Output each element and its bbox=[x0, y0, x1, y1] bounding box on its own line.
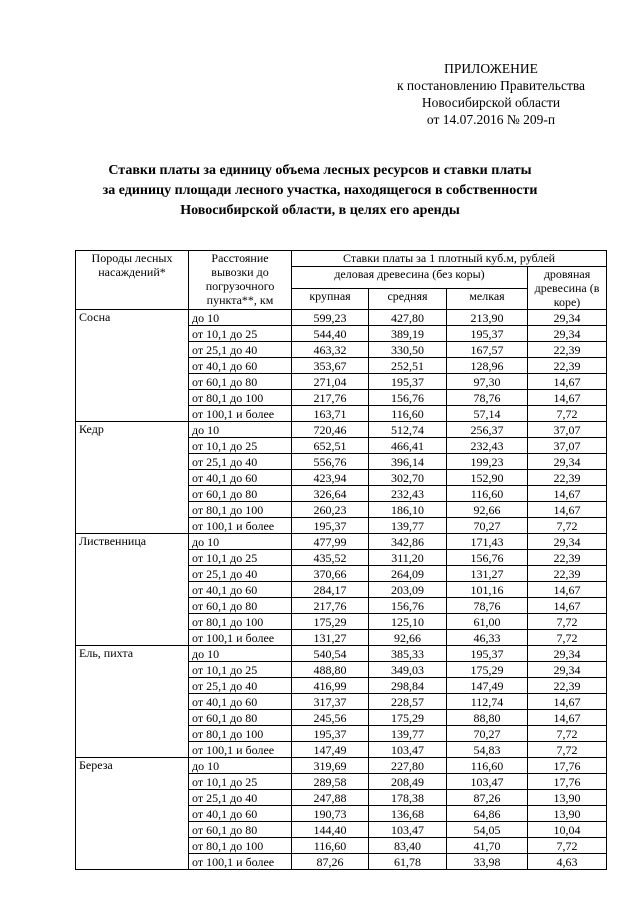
header-business-wood: деловая древесина (без коры) bbox=[292, 267, 528, 289]
medium-rate-cell: 385,33 bbox=[369, 646, 447, 662]
medium-rate-cell: 302,70 bbox=[369, 470, 447, 486]
small-rate-cell: 116,60 bbox=[447, 486, 528, 502]
small-rate-cell: 64,86 bbox=[447, 806, 528, 822]
distance-cell: до 10 bbox=[189, 646, 292, 662]
large-rate-cell: 190,73 bbox=[292, 806, 369, 822]
medium-rate-cell: 92,66 bbox=[369, 630, 447, 646]
distance-cell: от 25,1 до 40 bbox=[189, 790, 292, 806]
distance-cell: от 60,1 до 80 bbox=[189, 822, 292, 838]
medium-rate-cell: 156,76 bbox=[369, 598, 447, 614]
table-row bbox=[76, 758, 607, 774]
title-line: Ставки платы за единицу объема лесных ресурсов и ставки платы bbox=[108, 163, 532, 178]
distance-cell: от 100,1 и более bbox=[189, 742, 292, 758]
firewood-rate-cell: 14,67 bbox=[528, 486, 607, 502]
firewood-rate-cell: 29,34 bbox=[528, 646, 607, 662]
distance-cell: до 10 bbox=[189, 310, 292, 326]
firewood-rate-cell: 17,76 bbox=[528, 774, 607, 790]
firewood-rate-cell: 14,67 bbox=[528, 390, 607, 406]
small-rate-cell: 78,76 bbox=[447, 598, 528, 614]
small-rate-cell: 112,74 bbox=[447, 694, 528, 710]
small-rate-cell: 101,16 bbox=[447, 582, 528, 598]
small-rate-cell: 33,98 bbox=[447, 854, 528, 870]
firewood-rate-cell: 7,72 bbox=[528, 838, 607, 854]
large-rate-cell: 163,71 bbox=[292, 406, 369, 422]
distance-cell: от 10,1 до 25 bbox=[189, 774, 292, 790]
large-rate-cell: 175,29 bbox=[292, 614, 369, 630]
large-rate-cell: 463,32 bbox=[292, 342, 369, 358]
firewood-rate-cell: 14,67 bbox=[528, 582, 607, 598]
medium-rate-cell: 396,14 bbox=[369, 454, 447, 470]
rates-table bbox=[75, 250, 607, 870]
firewood-rate-cell: 7,72 bbox=[528, 742, 607, 758]
distance-cell: от 80,1 до 100 bbox=[189, 726, 292, 742]
firewood-rate-cell: 14,67 bbox=[528, 374, 607, 390]
header-rates: Ставки платы за 1 плотный куб.м, рублей bbox=[292, 251, 607, 267]
small-rate-cell: 87,26 bbox=[447, 790, 528, 806]
firewood-rate-cell: 14,67 bbox=[528, 598, 607, 614]
small-rate-cell: 70,27 bbox=[447, 518, 528, 534]
header-distance: Расстояние вывозки до погрузочного пункта**, км bbox=[189, 251, 292, 310]
large-rate-cell: 271,04 bbox=[292, 374, 369, 390]
appendix-resolution: к постановлению Правительства bbox=[396, 78, 586, 93]
firewood-rate-cell: 37,07 bbox=[528, 438, 607, 454]
firewood-rate-cell: 7,72 bbox=[528, 726, 607, 742]
table-row bbox=[76, 646, 607, 662]
firewood-rate-cell: 37,07 bbox=[528, 422, 607, 438]
distance-cell: от 100,1 и более bbox=[189, 518, 292, 534]
distance-cell: от 80,1 до 100 bbox=[189, 614, 292, 630]
distance-cell: от 100,1 и более bbox=[189, 854, 292, 870]
large-rate-cell: 217,76 bbox=[292, 598, 369, 614]
firewood-rate-cell: 29,34 bbox=[528, 310, 607, 326]
header-small: мелкая bbox=[447, 288, 528, 310]
medium-rate-cell: 61,78 bbox=[369, 854, 447, 870]
small-rate-cell: 54,83 bbox=[447, 742, 528, 758]
medium-rate-cell: 232,43 bbox=[369, 486, 447, 502]
distance-cell: от 80,1 до 100 bbox=[189, 390, 292, 406]
large-rate-cell: 370,66 bbox=[292, 566, 369, 582]
firewood-rate-cell: 29,34 bbox=[528, 534, 607, 550]
appendix-label: ПРИЛОЖЕНИЕ bbox=[444, 61, 538, 76]
distance-cell: от 10,1 до 25 bbox=[189, 550, 292, 566]
large-rate-cell: 289,58 bbox=[292, 774, 369, 790]
document-title bbox=[60, 161, 580, 221]
distance-cell: от 25,1 до 40 bbox=[189, 678, 292, 694]
small-rate-cell: 256,37 bbox=[447, 422, 528, 438]
small-rate-cell: 152,90 bbox=[447, 470, 528, 486]
firewood-rate-cell: 13,90 bbox=[528, 790, 607, 806]
distance-cell: от 60,1 до 80 bbox=[189, 598, 292, 614]
small-rate-cell: 213,90 bbox=[447, 310, 528, 326]
firewood-rate-cell: 22,39 bbox=[528, 678, 607, 694]
distance-cell: от 40,1 до 60 bbox=[189, 694, 292, 710]
distance-cell: от 80,1 до 100 bbox=[189, 502, 292, 518]
medium-rate-cell: 330,50 bbox=[369, 342, 447, 358]
medium-rate-cell: 349,03 bbox=[369, 662, 447, 678]
small-rate-cell: 97,30 bbox=[447, 374, 528, 390]
small-rate-cell: 78,76 bbox=[447, 390, 528, 406]
medium-rate-cell: 125,10 bbox=[369, 614, 447, 630]
distance-cell: от 10,1 до 25 bbox=[189, 662, 292, 678]
medium-rate-cell: 103,47 bbox=[369, 742, 447, 758]
large-rate-cell: 317,37 bbox=[292, 694, 369, 710]
small-rate-cell: 128,96 bbox=[447, 358, 528, 374]
medium-rate-cell: 298,84 bbox=[369, 678, 447, 694]
large-rate-cell: 245,56 bbox=[292, 710, 369, 726]
medium-rate-cell: 342,86 bbox=[369, 534, 447, 550]
medium-rate-cell: 208,49 bbox=[369, 774, 447, 790]
medium-rate-cell: 103,47 bbox=[369, 822, 447, 838]
medium-rate-cell: 156,76 bbox=[369, 390, 447, 406]
firewood-rate-cell: 14,67 bbox=[528, 502, 607, 518]
large-rate-cell: 144,40 bbox=[292, 822, 369, 838]
firewood-rate-cell: 7,72 bbox=[528, 518, 607, 534]
table-row bbox=[76, 534, 607, 550]
firewood-rate-cell: 22,39 bbox=[528, 470, 607, 486]
medium-rate-cell: 311,20 bbox=[369, 550, 447, 566]
small-rate-cell: 57,14 bbox=[447, 406, 528, 422]
distance-cell: от 60,1 до 80 bbox=[189, 374, 292, 390]
small-rate-cell: 54,05 bbox=[447, 822, 528, 838]
firewood-rate-cell: 22,39 bbox=[528, 358, 607, 374]
firewood-rate-cell: 10,04 bbox=[528, 822, 607, 838]
large-rate-cell: 87,26 bbox=[292, 854, 369, 870]
large-rate-cell: 488,80 bbox=[292, 662, 369, 678]
small-rate-cell: 175,29 bbox=[447, 662, 528, 678]
large-rate-cell: 116,60 bbox=[292, 838, 369, 854]
small-rate-cell: 156,76 bbox=[447, 550, 528, 566]
species-cell: Береза bbox=[76, 758, 189, 870]
header-firewood: дровяная древесина (в коре) bbox=[528, 267, 607, 310]
firewood-rate-cell: 7,72 bbox=[528, 406, 607, 422]
medium-rate-cell: 186,10 bbox=[369, 502, 447, 518]
distance-cell: от 10,1 до 25 bbox=[189, 326, 292, 342]
firewood-rate-cell: 29,34 bbox=[528, 326, 607, 342]
firewood-rate-cell: 29,34 bbox=[528, 662, 607, 678]
small-rate-cell: 92,66 bbox=[447, 502, 528, 518]
distance-cell: от 60,1 до 80 bbox=[189, 710, 292, 726]
distance-cell: от 100,1 и более bbox=[189, 630, 292, 646]
species-cell: Лиственница bbox=[76, 534, 189, 646]
firewood-rate-cell: 29,34 bbox=[528, 454, 607, 470]
large-rate-cell: 319,69 bbox=[292, 758, 369, 774]
large-rate-cell: 423,94 bbox=[292, 470, 369, 486]
small-rate-cell: 131,27 bbox=[447, 566, 528, 582]
medium-rate-cell: 116,60 bbox=[369, 406, 447, 422]
large-rate-cell: 247,88 bbox=[292, 790, 369, 806]
large-rate-cell: 260,23 bbox=[292, 502, 369, 518]
header-large: крупная bbox=[292, 288, 369, 310]
large-rate-cell: 477,99 bbox=[292, 534, 369, 550]
small-rate-cell: 46,33 bbox=[447, 630, 528, 646]
title-line: за единицу площади лесного участка, находящегося в собственности bbox=[102, 183, 538, 198]
small-rate-cell: 103,47 bbox=[447, 774, 528, 790]
medium-rate-cell: 466,41 bbox=[369, 438, 447, 454]
distance-cell: от 25,1 до 40 bbox=[189, 342, 292, 358]
distance-cell: от 40,1 до 60 bbox=[189, 806, 292, 822]
firewood-rate-cell: 14,67 bbox=[528, 694, 607, 710]
large-rate-cell: 326,64 bbox=[292, 486, 369, 502]
table-row bbox=[76, 422, 607, 438]
firewood-rate-cell: 4,63 bbox=[528, 854, 607, 870]
distance-cell: от 10,1 до 25 bbox=[189, 438, 292, 454]
distance-cell: до 10 bbox=[189, 422, 292, 438]
distance-cell: от 40,1 до 60 bbox=[189, 582, 292, 598]
medium-rate-cell: 512,74 bbox=[369, 422, 447, 438]
large-rate-cell: 544,40 bbox=[292, 326, 369, 342]
small-rate-cell: 171,43 bbox=[447, 534, 528, 550]
medium-rate-cell: 203,09 bbox=[369, 582, 447, 598]
distance-cell: от 60,1 до 80 bbox=[189, 486, 292, 502]
medium-rate-cell: 389,19 bbox=[369, 326, 447, 342]
large-rate-cell: 353,67 bbox=[292, 358, 369, 374]
small-rate-cell: 116,60 bbox=[447, 758, 528, 774]
medium-rate-cell: 136,68 bbox=[369, 806, 447, 822]
small-rate-cell: 147,49 bbox=[447, 678, 528, 694]
small-rate-cell: 232,43 bbox=[447, 438, 528, 454]
medium-rate-cell: 427,80 bbox=[369, 310, 447, 326]
distance-cell: от 100,1 и более bbox=[189, 406, 292, 422]
title-line: Новосибирской области, в целях его аренды bbox=[180, 203, 460, 218]
header-medium: средняя bbox=[369, 288, 447, 310]
small-rate-cell: 195,37 bbox=[447, 326, 528, 342]
medium-rate-cell: 83,40 bbox=[369, 838, 447, 854]
distance-cell: от 25,1 до 40 bbox=[189, 566, 292, 582]
distance-cell: от 80,1 до 100 bbox=[189, 838, 292, 854]
species-cell: Кедр bbox=[76, 422, 189, 534]
small-rate-cell: 167,57 bbox=[447, 342, 528, 358]
small-rate-cell: 199,23 bbox=[447, 454, 528, 470]
appendix-region: Новосибирской области bbox=[421, 95, 561, 110]
distance-cell: от 40,1 до 60 bbox=[189, 358, 292, 374]
species-cell: Сосна bbox=[76, 310, 189, 422]
medium-rate-cell: 178,38 bbox=[369, 790, 447, 806]
large-rate-cell: 540,54 bbox=[292, 646, 369, 662]
medium-rate-cell: 139,77 bbox=[369, 518, 447, 534]
distance-cell: до 10 bbox=[189, 534, 292, 550]
firewood-rate-cell: 7,72 bbox=[528, 630, 607, 646]
medium-rate-cell: 228,57 bbox=[369, 694, 447, 710]
table-row bbox=[76, 310, 607, 326]
large-rate-cell: 217,76 bbox=[292, 390, 369, 406]
table-body bbox=[76, 310, 607, 870]
firewood-rate-cell: 7,72 bbox=[528, 614, 607, 630]
species-cell: Ель, пихта bbox=[76, 646, 189, 758]
large-rate-cell: 195,37 bbox=[292, 518, 369, 534]
small-rate-cell: 195,37 bbox=[447, 646, 528, 662]
large-rate-cell: 195,37 bbox=[292, 726, 369, 742]
distance-cell: от 40,1 до 60 bbox=[189, 470, 292, 486]
large-rate-cell: 147,49 bbox=[292, 742, 369, 758]
large-rate-cell: 720,46 bbox=[292, 422, 369, 438]
firewood-rate-cell: 17,76 bbox=[528, 758, 607, 774]
medium-rate-cell: 227,80 bbox=[369, 758, 447, 774]
distance-cell: до 10 bbox=[189, 758, 292, 774]
medium-rate-cell: 139,77 bbox=[369, 726, 447, 742]
small-rate-cell: 70,27 bbox=[447, 726, 528, 742]
large-rate-cell: 556,76 bbox=[292, 454, 369, 470]
medium-rate-cell: 195,37 bbox=[369, 374, 447, 390]
large-rate-cell: 131,27 bbox=[292, 630, 369, 646]
appendix-date-number: от 14.07.2016 № 209-п bbox=[426, 112, 556, 127]
firewood-rate-cell: 13,90 bbox=[528, 806, 607, 822]
header-species: Породы лесных насаждений* bbox=[76, 251, 189, 310]
large-rate-cell: 416,99 bbox=[292, 678, 369, 694]
medium-rate-cell: 252,51 bbox=[369, 358, 447, 374]
medium-rate-cell: 264,09 bbox=[369, 566, 447, 582]
firewood-rate-cell: 22,39 bbox=[528, 566, 607, 582]
firewood-rate-cell: 14,67 bbox=[528, 710, 607, 726]
large-rate-cell: 599,23 bbox=[292, 310, 369, 326]
header-row bbox=[76, 251, 607, 267]
firewood-rate-cell: 22,39 bbox=[528, 342, 607, 358]
small-rate-cell: 61,00 bbox=[447, 614, 528, 630]
table-header bbox=[76, 251, 607, 310]
distance-cell: от 25,1 до 40 bbox=[189, 454, 292, 470]
appendix-header bbox=[380, 60, 602, 128]
firewood-rate-cell: 22,39 bbox=[528, 550, 607, 566]
medium-rate-cell: 175,29 bbox=[369, 710, 447, 726]
small-rate-cell: 41,70 bbox=[447, 838, 528, 854]
large-rate-cell: 652,51 bbox=[292, 438, 369, 454]
large-rate-cell: 284,17 bbox=[292, 582, 369, 598]
small-rate-cell: 88,80 bbox=[447, 710, 528, 726]
large-rate-cell: 435,52 bbox=[292, 550, 369, 566]
